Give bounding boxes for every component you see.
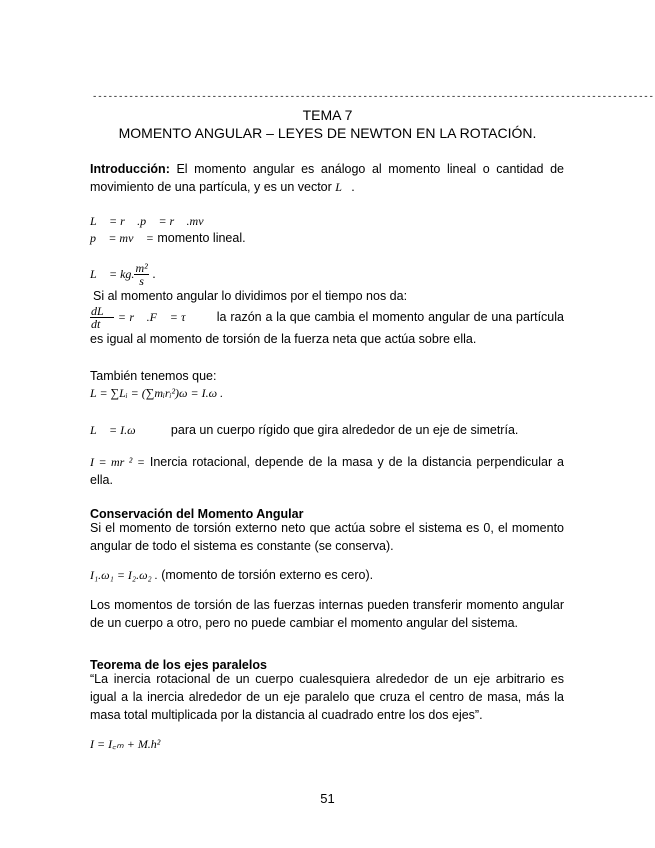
deriv-text: la razón a la que cambia el momento angular de una partícula es igual al momento de torsión de la fuerza neta que actúa sobre ella. xyxy=(90,309,564,346)
inertia-paragraph xyxy=(90,453,564,489)
parallel-axes-formula-line xyxy=(90,735,564,753)
derivative-intro: Si al momento angular lo dividimos por el tiempo nos da: xyxy=(93,289,408,303)
conservation-formula: I₁.ω₁ = I₂.ω₂ . xyxy=(90,568,158,582)
conservation-text: Si el momento de torsión externo neto que actúa sobre el sistema es 0, el momento angular de todo el sistema es constante (se conserva). xyxy=(90,521,564,553)
intro-paragraph xyxy=(90,160,564,196)
chapter-label: TEMA 7 xyxy=(302,107,353,123)
intro-vector: L⃗ xyxy=(335,180,352,194)
deriv-num: dL⃗ xyxy=(91,304,114,318)
conservation-formula-note: (momento de torsión externo es cero). xyxy=(161,568,374,582)
inertia-text: Inercia rotacional, depende de la masa y de la distancia perpendicular a ella. xyxy=(90,455,564,487)
conservation-heading: Conservación del Momento Angular xyxy=(90,507,304,521)
eq1-formula: L⃗ = r⃗ .p⃗ = r⃗ .mv⃗ xyxy=(90,214,213,228)
eq3-lhs: L⃗ = kg. xyxy=(90,266,135,281)
rigid-text: para un cuerpo rígido que gira alrededor de un eje de simetría. xyxy=(170,423,519,437)
eq2-text: momento lineal. xyxy=(157,231,246,245)
eq3-end: . xyxy=(152,266,156,281)
rigid-formula: L⃗ = I.ω⃗ xyxy=(90,423,145,437)
equation-linear-momentum xyxy=(90,229,564,247)
deriv-formula: = r⃗ .F⃗ = τ⃗ xyxy=(117,309,195,324)
internal-torques-paragraph: Los momentos de torsión de las fuerzas internas pueden transferir momento angular de un cuerpo a otro, pero no puede cambiar el momento angular del sistema. xyxy=(90,598,564,630)
eq3-den: s xyxy=(139,274,144,288)
tambien-formula-line xyxy=(90,384,564,402)
conservation-formula-line xyxy=(90,566,564,584)
tambien-formula: L = ∑Lᵢ = (∑mᵢrᵢ²)ω = I.ω . xyxy=(90,386,224,400)
intro-end: . xyxy=(351,180,355,194)
parallel-axes-formula: I = I꜀ₘ + M.h² xyxy=(90,737,161,751)
header-rule: ------------------------------------------------------------------------------------------------------------ xyxy=(92,92,654,102)
tambien-label: También tenemos que: xyxy=(90,369,217,383)
derivative-paragraph xyxy=(90,305,564,348)
intro-text: El momento angular es análogo al momento lineal o cantidad de movimiento de una partícula, y es un vector xyxy=(90,162,564,194)
intro-label: Introducción: xyxy=(90,162,170,176)
rigid-body-line xyxy=(90,421,564,439)
eq2-formula: p⃗ = mv⃗ = xyxy=(90,231,154,245)
eq3-num: m² xyxy=(135,261,148,275)
deriv-fraction xyxy=(90,305,114,330)
parallel-axes-text: “La inercia rotacional de un cuerpo cualesquiera alrededor de un eje arbitrario es igual a la inercia alrededor de un eje paralelo que cruza el centro de masa, más la masa total multiplicada por la distancia al cuadrado entre los dos ejes”. xyxy=(90,672,564,722)
deriv-den: dt xyxy=(91,317,101,331)
inertia-formula: I = mr ² = xyxy=(90,455,145,469)
parallel-axes-heading: Teorema de los ejes paralelos xyxy=(90,658,267,672)
page-number: 51 xyxy=(320,791,335,806)
eq3-fraction xyxy=(134,262,148,287)
equation-units xyxy=(90,262,564,287)
page-title: MOMENTO ANGULAR – LEYES DE NEWTON EN LA ROTACIÓN. xyxy=(118,125,537,141)
equation-angular-momentum xyxy=(90,212,564,230)
